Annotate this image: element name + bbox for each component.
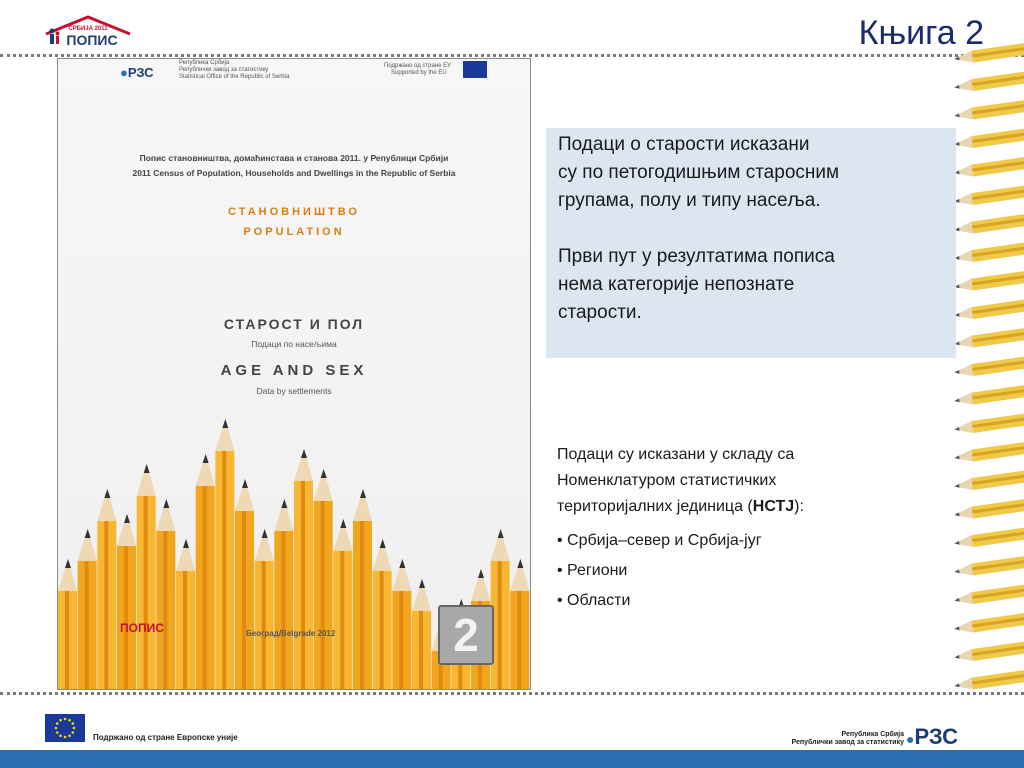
cover-support-sr: Подржано од стране ЕУ: [384, 63, 451, 69]
info-box: [546, 128, 956, 358]
nstj-line-3-pre: територијалних јединица (: [557, 498, 753, 515]
side-pencil: [954, 384, 1024, 407]
side-pencil: [954, 356, 1024, 379]
eu-star: [71, 722, 74, 725]
cover-census-en: 2011 Census of Population, Households and Dwellings in the Republic of Serbia: [132, 168, 456, 178]
book-cover: [57, 58, 531, 690]
eu-star: [71, 731, 74, 734]
cover-age-sex-sr: СТАРОСТ И ПОЛ: [223, 316, 365, 332]
top-divider: [0, 54, 1024, 57]
cover-pencil: [196, 454, 215, 689]
side-pencil: [954, 470, 1024, 493]
info-line-2: су по петогодишњим старосним: [558, 162, 840, 183]
side-pencil: [954, 413, 1024, 436]
cover-settlements-sr: Подаци по насељима: [251, 339, 337, 349]
info-line-4: Први пут у резултатима пописа: [558, 246, 835, 267]
popis-logo: [42, 14, 134, 48]
cover-pencil: [235, 479, 254, 689]
bullet-item-3: • Области: [557, 592, 631, 609]
eu-star: [59, 719, 62, 722]
side-pencil: [954, 327, 1024, 350]
eu-star: [64, 718, 67, 721]
cover-republic-label: Република Србија: [179, 60, 230, 66]
cover-popis-logo: ПОПИС: [120, 621, 164, 635]
cover-pencil: [510, 559, 529, 689]
cover-pencil: [274, 499, 293, 689]
side-pencil: [954, 612, 1024, 635]
cover-pencil: [333, 519, 352, 689]
side-pencil: [954, 669, 1024, 692]
cover-settlements-en: Data by settlements: [256, 386, 332, 396]
cover-pencil: [137, 464, 156, 689]
cover-institute-en: Statistical Office of the Republic of Serbia: [179, 74, 290, 80]
side-pencil: [954, 270, 1024, 293]
cover-pencil: [78, 529, 97, 689]
eu-star: [56, 731, 59, 734]
info-line-1: Подаци о старости исказани: [558, 134, 810, 155]
side-pencil: [954, 242, 1024, 265]
eu-star: [73, 727, 76, 730]
cover-pencil: [215, 419, 234, 689]
cover-eu-flag-icon: [463, 61, 487, 78]
side-pencil: [954, 441, 1024, 464]
nstj-line-3-post: ):: [794, 498, 804, 515]
side-pencil: [954, 42, 1024, 65]
eu-star: [64, 736, 67, 739]
logo-top-text: СРБИЈА 2011: [68, 26, 108, 32]
info-line-spacer: [558, 215, 839, 243]
side-pencil: [954, 498, 1024, 521]
eu-flag-icon: [45, 714, 85, 742]
pencil-strip-decoration: [950, 40, 1024, 700]
nstj-description: [557, 442, 804, 616]
cover-pencil: [412, 579, 431, 689]
bullet-item-2: • Региони: [557, 562, 628, 579]
cover-age-sex-en: AGE AND SEX: [220, 362, 368, 379]
bullet-item-1: • Србија–север и Србија-југ: [557, 532, 762, 549]
footer-rzs-logo: ●РЗС: [906, 724, 958, 749]
cover-city-year: Београд/Belgrade 2012: [246, 629, 336, 638]
eu-support-text: Подржано од стране Европске уније: [93, 733, 238, 742]
side-pencil: [954, 299, 1024, 322]
side-pencil: [954, 156, 1024, 179]
logo-main-text: ПОПИС: [66, 32, 118, 48]
nstj-line-2: Номенклатуром статистичких: [557, 472, 777, 489]
side-pencil: [954, 128, 1024, 151]
cover-population-en: POPULATION: [243, 226, 345, 238]
eu-star: [68, 734, 71, 737]
side-pencil: [954, 555, 1024, 578]
cover-pencil: [255, 529, 274, 689]
cover-pencil: [58, 559, 77, 689]
nstj-line-3: [557, 494, 804, 520]
cover-support-en: Supported by the EU: [391, 70, 447, 76]
cover-pencil: [294, 449, 313, 689]
side-pencil: [954, 185, 1024, 208]
side-pencil: [954, 71, 1024, 94]
info-line-5: нема категорије непознате: [558, 274, 795, 295]
eu-star: [68, 719, 71, 722]
eu-star: [59, 734, 62, 737]
cover-pencil: [176, 539, 195, 689]
footer-republic-text: Република Србија: [841, 731, 904, 738]
side-pencil: [954, 213, 1024, 236]
cover-pencil: [373, 539, 392, 689]
bottom-divider: [0, 692, 1024, 695]
info-line-6: старости.: [558, 302, 642, 323]
cover-pencil: [117, 514, 136, 689]
cover-pencil: [97, 489, 116, 689]
side-pencil: [954, 641, 1024, 664]
slide-title: Књига 2: [858, 14, 984, 52]
footer-institute-text: Републички завод за статистику: [791, 739, 904, 746]
footer-bar: [0, 750, 1024, 768]
cover-institute-sr: Републички завод за статистику: [179, 67, 269, 73]
cover-population-sr: СТАНОВНИШТВО: [228, 206, 360, 218]
info-line-3: групама, полу и типу насеља.: [558, 190, 821, 211]
side-pencil: [954, 527, 1024, 550]
nstj-abbrev: НСТЈ: [752, 498, 795, 515]
cover-book-number: 2: [438, 605, 494, 665]
cover-rzs-logo: ●РЗС: [120, 65, 154, 80]
side-pencil: [954, 584, 1024, 607]
cover-pencil: [156, 499, 175, 689]
cover-pencil: [314, 469, 333, 689]
cover-pencil: [353, 489, 372, 689]
cover-census-sr: Попис становништва, домаћинстава и станова 2011. у Републици Србији: [139, 153, 449, 163]
eu-star: [56, 722, 59, 725]
cover-pencil: [392, 559, 411, 689]
eu-star: [55, 727, 58, 730]
nstj-line-1: Подаци су исказани у складу са: [557, 446, 795, 463]
side-pencil: [954, 99, 1024, 122]
